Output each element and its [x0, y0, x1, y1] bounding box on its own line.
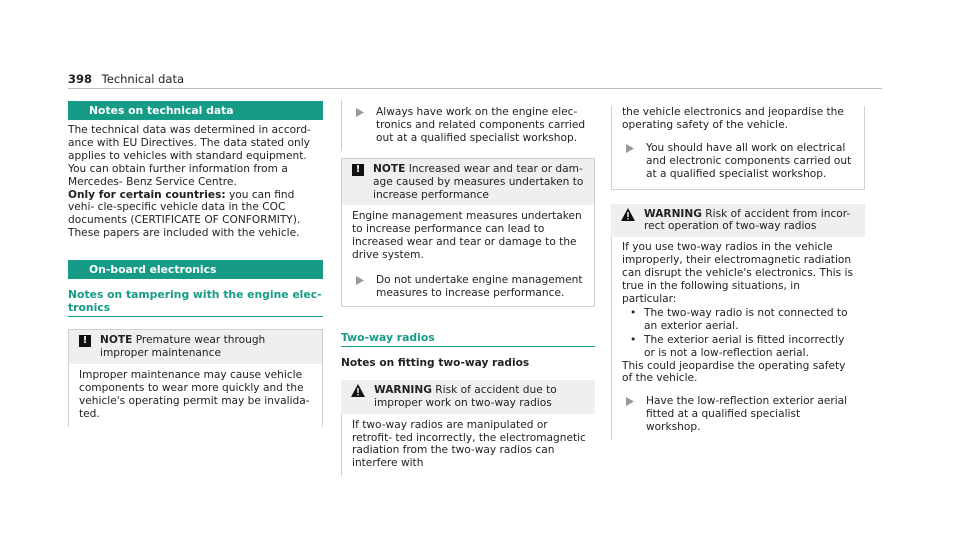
section-bar-onboard-electronics: On-board electronics — [68, 260, 323, 279]
note-label: NOTE — [100, 334, 133, 347]
countries-text: you can find vehi- cle-specific vehicle data in the COC documents (CERTIFICATE OF CONFORMITY). These papers are included with the vehicle. — [68, 188, 301, 240]
heading-fitting-radios: Notes on fitting two-way radios — [341, 356, 530, 369]
note-icon: ! — [352, 164, 364, 176]
warning-icon — [351, 384, 365, 397]
bullet-text: The exterior aerial is fitted incorrectly or is not a low-reflection aerial. — [644, 333, 845, 359]
instruction-arrow-icon — [356, 108, 364, 117]
note-maintenance — [68, 329, 323, 426]
warning-continued-text: the vehicle electronics and jeopardise the operating safety of the vehicle. — [622, 106, 844, 131]
page-number: 398 — [68, 72, 93, 86]
note-performance — [341, 158, 595, 307]
note-body: Engine management measures undertaken to increase performance can lead to increased wear and tear or damage to the drive system. — [341, 205, 595, 268]
instruction-arrow-icon — [356, 276, 364, 285]
instruction-arrow-icon — [626, 144, 634, 153]
page-header — [68, 72, 184, 86]
instruction-text: Do not undertake engine management measures to increase performance. — [376, 274, 583, 299]
warning-improper-work — [341, 380, 595, 476]
subsection-two-way-radios: Two-way radios — [341, 331, 595, 347]
warning-body: If two-way radios are manipulated or retrofit- ted incorrectly, the electromagnetic radiation from the two-way radios can interfere with — [341, 414, 595, 477]
instruction-no-tuning — [341, 268, 595, 307]
note-title: Increased wear and tear or dam- age caused by measures undertaken to increase performance — [373, 162, 584, 201]
bullet-text: The two-way radio is not connected to an exterior aerial. — [644, 306, 848, 332]
warning-title: Risk of accident from incor- rect operation of two-way radios — [644, 207, 851, 233]
warning-body-text: If you use two-way radios in the vehicle improperly, their electromagnetic radiation can disrupt the vehicle's electronics. This is true in the following situations, in particular: — [622, 241, 853, 305]
instruction-text: You should have all work on electrical and electronic components carried out at a qualified specialist workshop. — [646, 141, 852, 180]
list-item: • The exterior aerial is fitted incorrectly or is not a low-reflection aerial. — [622, 334, 857, 360]
warning-title: Risk of accident due to improper work on two-way radios — [374, 383, 557, 409]
instruction-electrical-work — [612, 136, 864, 189]
column-3 — [611, 100, 865, 440]
note-title: Premature wear through improper maintenance — [100, 334, 266, 360]
instruction-text: Always have work on the engine elec- tronics and related components carried out at a qualified specialist workshop. — [376, 106, 586, 144]
column-2 — [341, 100, 595, 476]
list-item: • The two-way radio is not connected to an exterior aerial. — [622, 307, 857, 333]
warning-incorrect-operation — [611, 204, 865, 441]
instruction-engine-work — [341, 100, 595, 151]
warning-after-text: This could jeopardise the operating safety of the vehicle. — [622, 359, 846, 385]
warning-label: WARNING — [374, 383, 432, 396]
note-body: Improper maintenance may cause vehicle components to wear more quickly and the vehicle's operating permit may be invalida- ted. — [68, 364, 323, 427]
instruction-aerial — [611, 389, 865, 440]
section-title: Technical data — [101, 72, 185, 86]
countries-label: Only for certain countries: — [68, 188, 226, 201]
warning-continuation — [611, 106, 865, 190]
instruction-arrow-icon — [626, 397, 634, 406]
instruction-text: Have the low-reflection exterior aerial fitted at a qualified specialist workshop. — [646, 395, 848, 434]
note-icon: ! — [79, 335, 91, 347]
header-rule — [68, 88, 882, 89]
subsection-tampering: Notes on tampering with the engine elec- tronics — [68, 288, 323, 317]
countries-paragraph — [68, 189, 323, 241]
warning-body — [611, 237, 865, 389]
section-bar-technical-data: Notes on technical data — [68, 101, 323, 120]
warning-icon — [621, 208, 635, 221]
column-1 — [68, 100, 323, 427]
technical-data-paragraph: The technical data was determined in accord- ance with EU Directives. The data stated only applies to vehicles with standard equipment. You can obtain further information from a Mercedes- Benz Service Centre. — [68, 124, 311, 188]
warning-label: WARNING — [644, 207, 702, 220]
note-label: NOTE — [373, 162, 406, 175]
